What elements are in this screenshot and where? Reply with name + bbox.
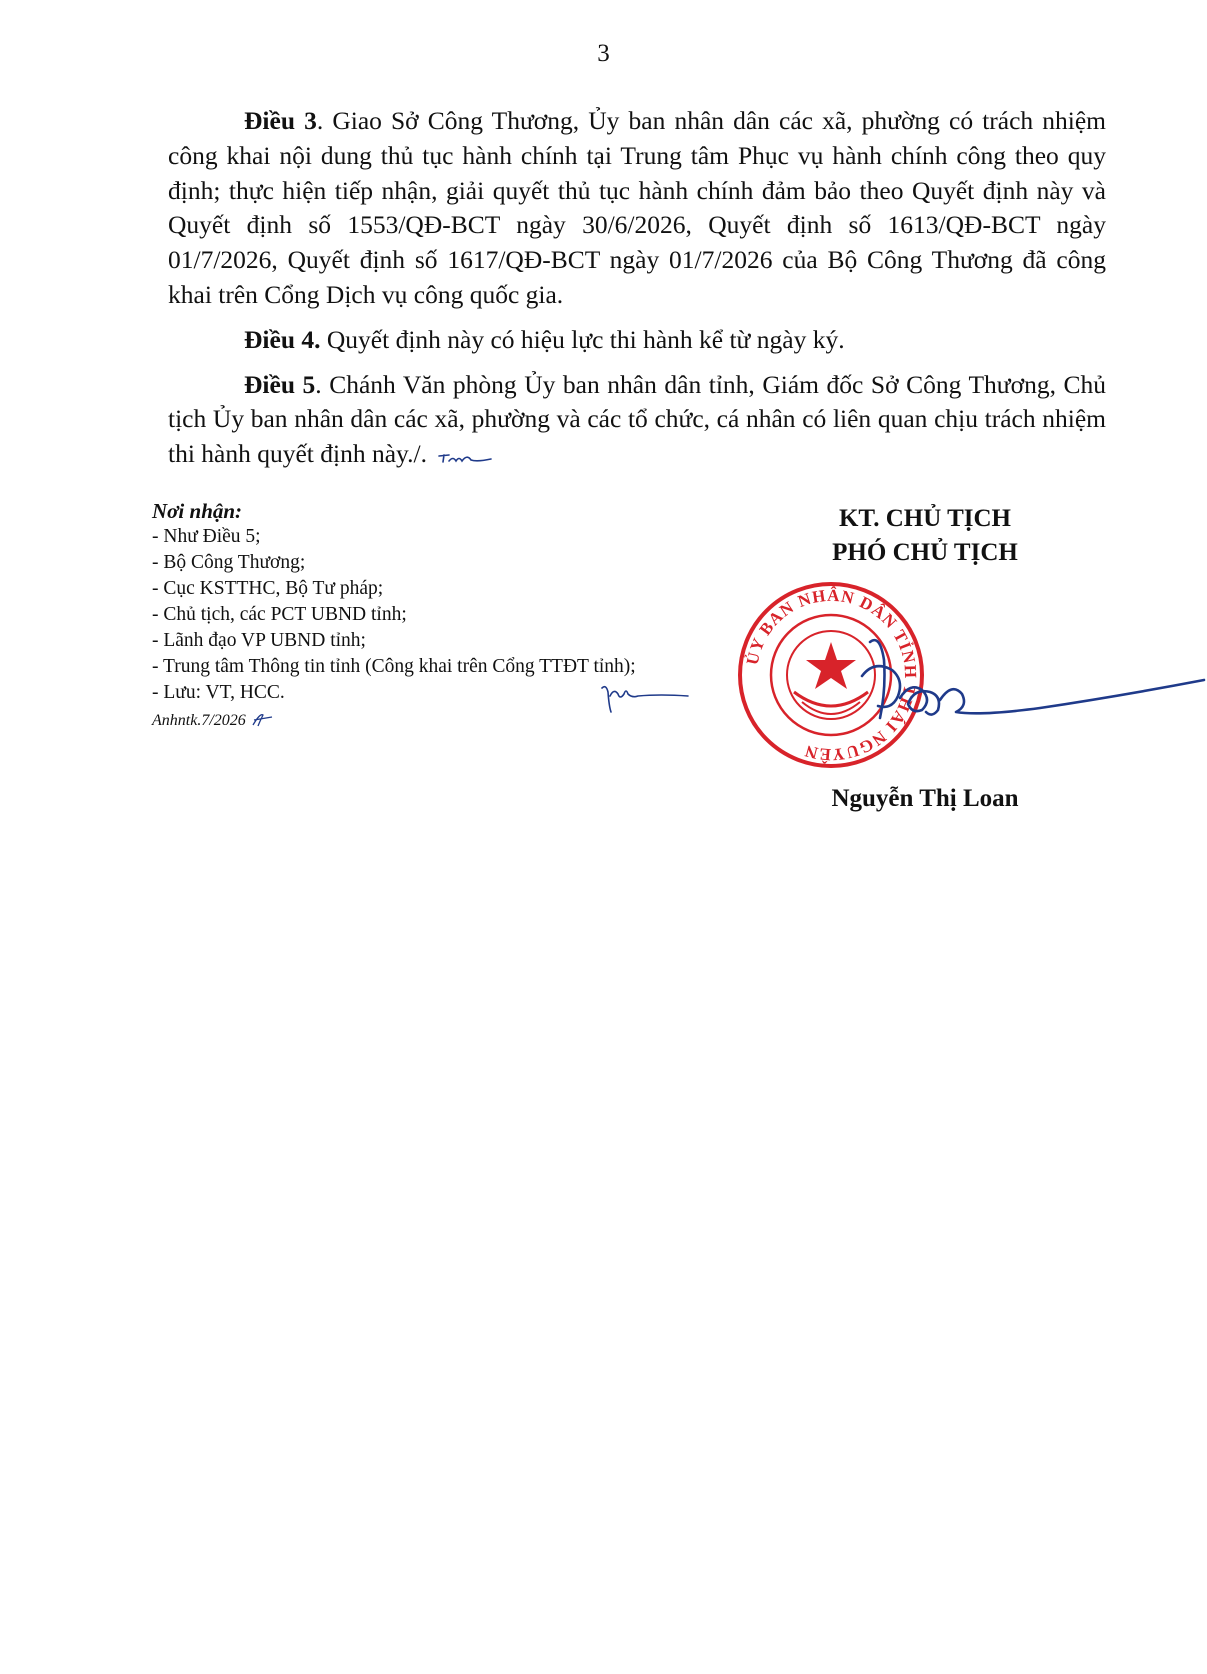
recipients-list: [152, 524, 712, 706]
recipient-item: - Cục KSTTHC, Bộ Tư pháp;: [152, 578, 384, 599]
article-label: Điều 4.: [244, 324, 321, 354]
recipient-item: - Bộ Công Thương;: [152, 552, 306, 573]
article-5: [168, 368, 1106, 472]
article-text: Quyết định này có hiệu lực thi hành kể từ ngày ký.: [320, 324, 845, 354]
recipient-item: - Chủ tịch, các PCT UBND tỉnh;: [152, 604, 407, 625]
signer-name: Nguyễn Thị Loan: [831, 785, 1019, 812]
recipient-item: - Lưu: VT, HCC.: [152, 682, 285, 703]
article-label: Điều 5: [244, 369, 316, 399]
signature-title: [760, 502, 1090, 570]
recipient-item: - Lãnh đạo VP UBND tỉnh;: [152, 630, 366, 651]
article-text: Chánh Văn phòng Ủy ban nhân dân tỉnh, Giám đốc Sở Công Thương, Chủ tịch Ủy ban nhân dân các xã, phường và các tổ chức, cá nhân có liên quan chịu trách nhiệm thi hành quyết định này./.: [168, 369, 1106, 469]
drafter-initial: [250, 711, 276, 729]
recipients-title: Nơi nhận:: [152, 499, 243, 523]
article-3: [168, 104, 1106, 313]
article-text: Giao Sở Công Thương, Ủy ban nhân dân các xã, phường có trách nhiệm công khai nội dung thủ tục hành chính tại Trung tâm Phục vụ hành chính công theo quy định; thực hiện tiếp nhận, giải quyết thủ tục hành chính đảm bảo theo Quyết định này và Quyết định số 1553/QĐ-BCT ngày 30/6/2026, Quyết định số 1613/QĐ-BCT ngày 01/7/2026, Quyết định số 1617/QĐ-BCT ngày 01/7/2026 của Bộ Công Thương đã công khai trên Cổng Dịch vụ công quốc gia.: [168, 106, 1106, 309]
recipient-item: - Như Điều 5;: [152, 526, 261, 547]
seal-text: ỦY BAN NHÂN DÂN TỈNH THÁI NGUYÊN: [742, 585, 921, 765]
article-4: [168, 323, 1106, 358]
document-body: [168, 104, 1106, 482]
handwritten-signature: [840, 630, 1207, 740]
article-label: Điều 3: [244, 106, 317, 135]
reviewer-initial: [600, 682, 690, 718]
page-number: 3: [597, 40, 610, 67]
initial-signature: [437, 450, 493, 464]
drafter-note: Anhntk.7/2026: [152, 708, 712, 734]
article-punct: .: [316, 106, 324, 135]
recipient-item: - Trung tâm Thông tin tỉnh (Công khai trên Cổng TTĐT tỉnh);: [152, 656, 636, 677]
signature-title-line2: PHÓ CHỦ TỊCH: [832, 539, 1018, 566]
signature-title-line1: KT. CHỦ TỊCH: [838, 505, 1012, 532]
article-punct: .: [315, 369, 322, 399]
